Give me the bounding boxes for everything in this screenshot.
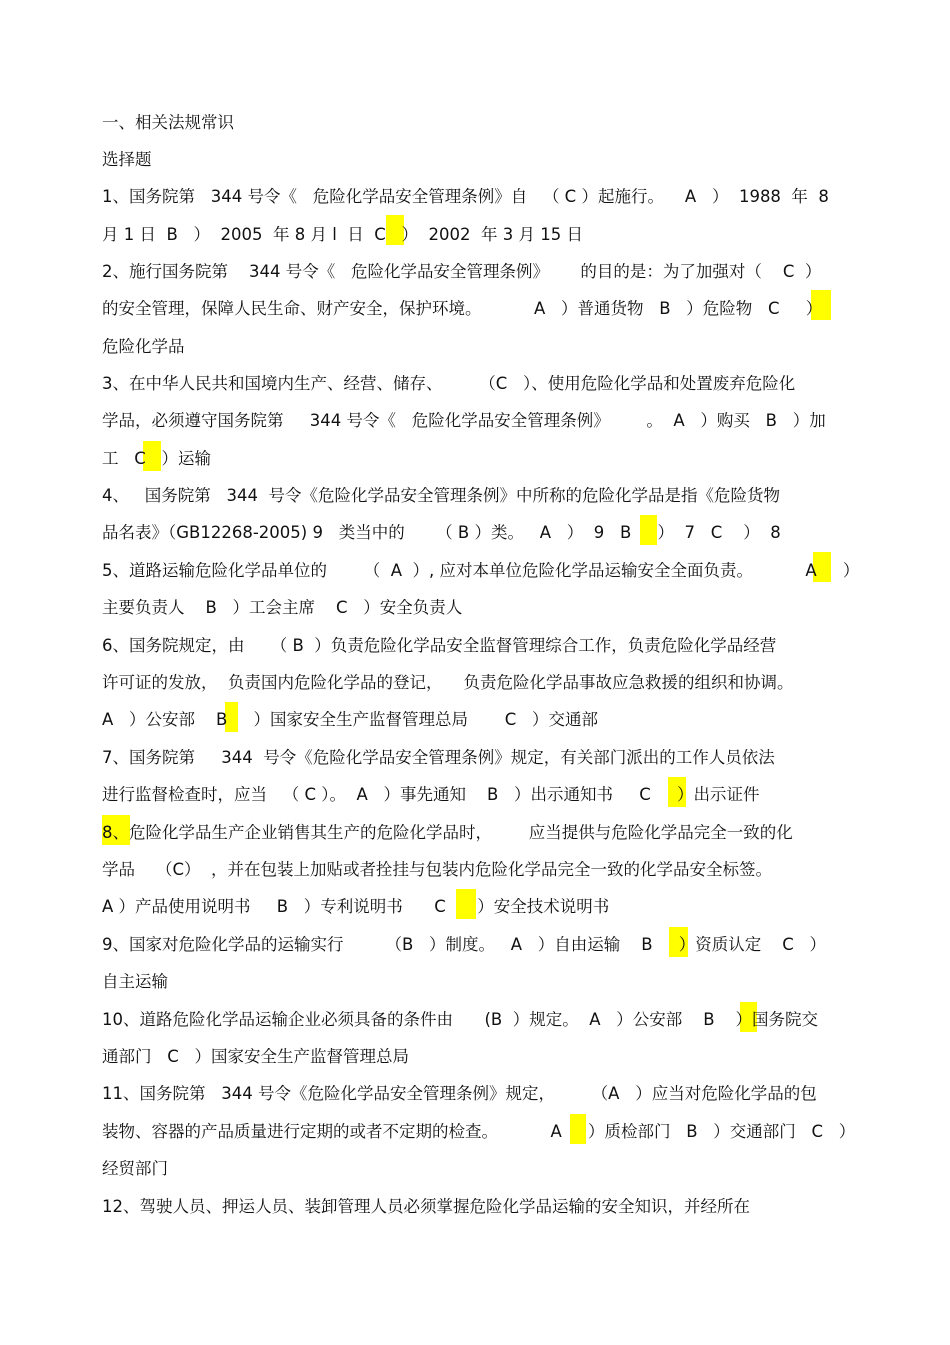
question-8-line-2: 学品 （C） ，并在包装上加贴或者拴挂与包装内危险化学品完全一致的化学品安全标签。 bbox=[102, 860, 772, 879]
text-line bbox=[102, 224, 583, 246]
question-3-options: 学品，必须遵守国务院第 344 号令《 危险化学品安全管理条例》 。 A ）购买 B ）加 bbox=[102, 411, 826, 430]
text-line bbox=[102, 186, 829, 208]
question-6-line: 6、国务院规定，由 （ B ）负责危险化学品安全监督管理综合工作，负责危险化学品经营 bbox=[102, 636, 777, 655]
subsection-title-text: 选择题 bbox=[102, 150, 152, 169]
text-line bbox=[102, 597, 462, 619]
text-line bbox=[102, 635, 776, 657]
text-line bbox=[102, 822, 793, 844]
question-7-options: 进行监督检查时，应当 （ C ）。 A ）事先通知 B ）出示通知书 C ）出示证件 bbox=[102, 785, 760, 804]
question-12-line: 12、驾驶人员、押运人员、装卸管理人员必须掌握危险化学品运输的安全知识，并经所在 bbox=[102, 1197, 750, 1216]
question-2-line: 2、施行国务院第 344 号令《 危险化学品安全管理条例》 的目的是：为了加强对（ C ） bbox=[102, 262, 822, 281]
question-9-option-c: 自主运输 bbox=[102, 972, 168, 991]
question-10-line: 10、道路危险化学品运输企业必须具备的条件由 (B ）规定。 A ）公安部 B ）国务院交 bbox=[102, 1010, 819, 1029]
text-line bbox=[102, 1158, 168, 1180]
text-line bbox=[102, 373, 795, 395]
question-10-options: 通部门 C ）国家安全生产监督管理总局 bbox=[102, 1047, 409, 1066]
text-line bbox=[102, 522, 781, 544]
question-2-options: 的安全管理，保障人民生命、财产安全，保护环境。 A ）普通货物 B ）危险物 C ） bbox=[102, 299, 823, 318]
question-8-options: A ）产品使用说明书 B ）专利说明书 C ）安全技术说明书 bbox=[102, 897, 610, 916]
text-line bbox=[102, 336, 185, 358]
text-line bbox=[102, 1196, 750, 1218]
text-line bbox=[102, 859, 772, 881]
text-line bbox=[102, 298, 822, 320]
question-11-line: 11、国务院第 344 号令《危险化学品安全管理条例》规定， （A ）应当对危险化学品的包 bbox=[102, 1084, 817, 1103]
text-line bbox=[102, 1046, 409, 1068]
question-9-line: 9、国家对危险化学品的运输实行 （B ）制度。 A ）自由运输 B ）资质认定 C ） bbox=[102, 935, 827, 954]
question-4-options: 品名表》（GB12268-2005) 9 类当中的 （ B ）类。 A ） 9 B ） 7 C ） 8 bbox=[102, 523, 781, 542]
text-line bbox=[102, 448, 211, 470]
question-6-options: A ）公安部 B ）国家安全生产监督管理总局 C ）交通部 bbox=[102, 710, 599, 729]
question-11-options: 装物、容器的产品质量进行定期的或者不定期的检查。 A ）质检部门 B ）交通部门 C ） bbox=[102, 1122, 856, 1141]
text-line bbox=[102, 261, 821, 283]
section-title bbox=[102, 112, 234, 134]
question-5-options: 主要负责人 B ）工会主席 C ）安全负责人 bbox=[102, 598, 463, 617]
text-line bbox=[102, 971, 168, 993]
text-line bbox=[102, 709, 598, 731]
text-line bbox=[102, 1121, 855, 1143]
question-8-line: 8、危险化学品生产企业销售其生产的危险化学品时， 应当提供与危险化学品完全一致的化 bbox=[102, 823, 793, 842]
text-line bbox=[102, 747, 775, 769]
question-5-line: 5、道路运输危险化学品单位的 （ A ）, 应对本单位危险化学品运输安全全面负责。 A ） bbox=[102, 561, 860, 580]
text-line bbox=[102, 560, 859, 582]
section-title-text: 一、相关法规常识 bbox=[102, 113, 234, 132]
question-3-line: 3、在中华人民共和国境内生产、经营、储存、 （C ）、使用危险化学品和处置废弃危险化 bbox=[102, 374, 796, 393]
text-line bbox=[102, 1083, 817, 1105]
subsection-title bbox=[102, 149, 152, 171]
text-line bbox=[102, 896, 609, 918]
question-6-line-2: 许可证的发放， 负责国内危险化学品的登记， 负责危险化学品事故应急救援的组织和协调。 bbox=[102, 673, 794, 692]
question-1-options: 月 1 日 B ） 2005 年 8 月 l 日 C ） 2002 年 3 月 15 日 bbox=[102, 225, 583, 244]
question-11-option-c: 经贸部门 bbox=[102, 1159, 168, 1178]
text-line bbox=[102, 485, 780, 507]
question-2-option-c: 危险化学品 bbox=[102, 337, 185, 356]
question-4-line: 4、 国务院第 344 号令《危险化学品安全管理条例》中所称的危险化学品是指《危险货物 bbox=[102, 486, 780, 505]
question-7-line: 7、国务院第 344 号令《危险化学品安全管理条例》规定，有关部门派出的工作人员依法 bbox=[102, 748, 775, 767]
text-line bbox=[102, 934, 826, 956]
question-3-option-c: 工 C ）运输 bbox=[102, 449, 211, 468]
text-line bbox=[102, 784, 760, 806]
text-line bbox=[102, 1009, 818, 1031]
text-line bbox=[102, 410, 826, 432]
question-1-line: 1、国务院第 344 号令《 危险化学品安全管理条例》自 （ C ）起施行。 A ） 1988 年 8 bbox=[102, 187, 829, 206]
text-line bbox=[102, 672, 793, 694]
